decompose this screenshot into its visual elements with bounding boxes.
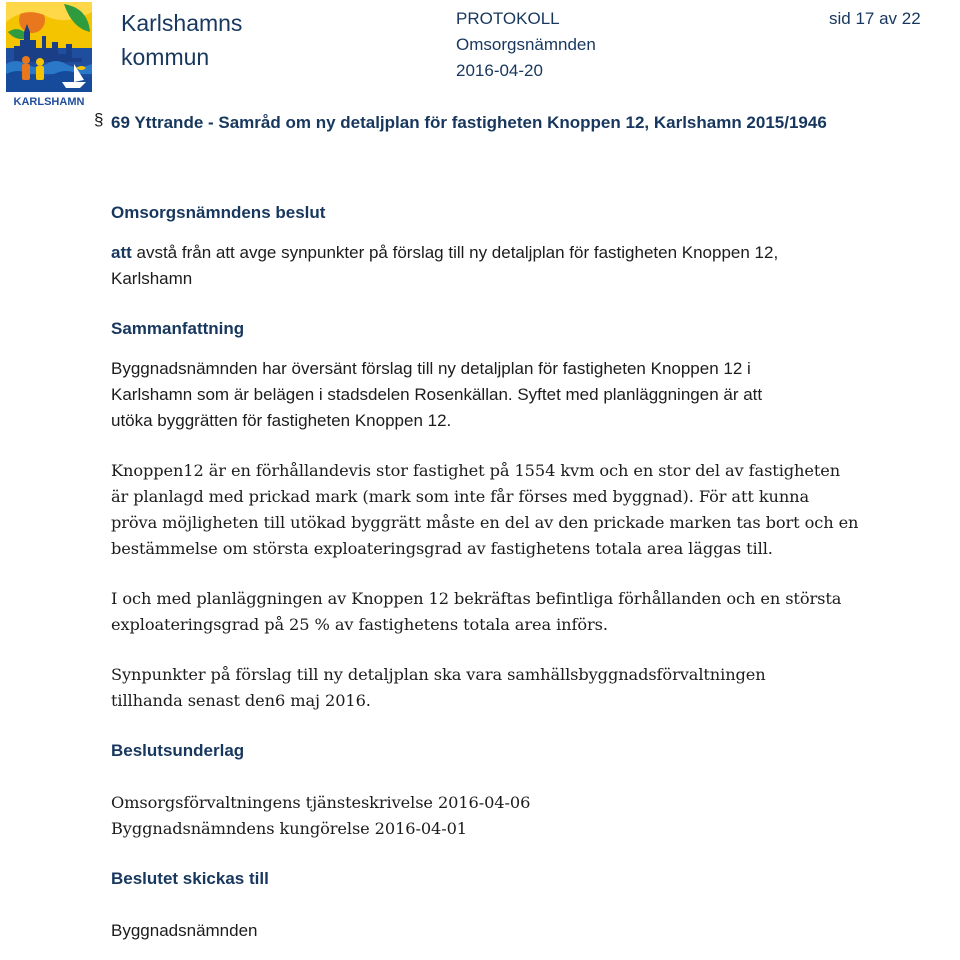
decision-heading: Omsorgsnämndens beslut xyxy=(111,203,326,222)
basis-item: Omsorgsförvaltningens tjänsteskrivelse 2016-04-06 xyxy=(111,793,531,812)
karlshamn-logo xyxy=(6,2,92,108)
basis-list xyxy=(111,790,957,842)
summary-paragraph-1 xyxy=(111,356,957,434)
organisation-line-2: kommun xyxy=(121,44,210,70)
summary-p3-line: exploateringsgrad på 25 % av fastighetens totala area införs. xyxy=(111,615,608,634)
basis-heading: Beslutsunderlag xyxy=(111,741,245,760)
document-body xyxy=(94,108,957,944)
summary-paragraph-3 xyxy=(111,586,957,638)
summary-heading: Sammanfattning xyxy=(111,319,245,338)
sent-to-list xyxy=(111,918,957,944)
item-title: 69 Yttrande - Samråd om ny detaljplan för fastigheten Knoppen 12, Karlshamn 2015/1946 xyxy=(111,113,827,132)
page-number: sid 17 av 22 xyxy=(829,9,921,28)
organisation-line-1: Karlshamns xyxy=(121,10,243,36)
organisation-name xyxy=(121,6,242,74)
logo-wordmark: KARLSHAMN xyxy=(13,96,85,108)
sent-to-item: Byggnadsnämnden xyxy=(111,921,258,940)
decision-text-line-2: Karlshamn xyxy=(111,269,193,288)
summary-paragraph-4 xyxy=(111,662,957,714)
committee-name: Omsorgsnämnden xyxy=(456,35,596,54)
protocol-info xyxy=(456,6,596,84)
summary-p2-line: bestämmelse om största exploateringsgrad av fastighetens totala area läggas till. xyxy=(111,539,773,558)
summary-p1-line: Byggnadsnämnden har översänt förslag till ny detaljplan för fastigheten Knoppen 12 i xyxy=(111,359,751,378)
document-type: PROTOKOLL xyxy=(456,9,560,28)
decision-text-line-1: avstå från att avge synpunkter på förslag till ny detaljplan för fastigheten Knoppen 12, xyxy=(131,243,779,262)
summary-p2-line: Knoppen12 är en förhållandevis stor fastighet på 1554 kvm och en stor del av fastigheten xyxy=(111,461,841,480)
summary-p3-line: I och med planläggningen av Knoppen 12 bekräftas befintliga förhållanden och en största xyxy=(111,589,842,608)
sent-to-heading: Beslutet skickas till xyxy=(111,869,269,888)
summary-p2-line: pröva möjligheten till utökad byggrätt måste en del av den prickade marken tas bort och en xyxy=(111,513,859,532)
decision-keyword: att xyxy=(111,243,132,262)
summary-p2-line: är planlagd med prickad mark (mark som inte får förses med byggnad). För att kunna xyxy=(111,487,810,506)
summary-p1-line: Karlshamn som är belägen i stadsdelen Rosenkällan. Syftet med planläggningen är att xyxy=(111,385,763,404)
item-title-row xyxy=(94,110,957,136)
meeting-date: 2016-04-20 xyxy=(456,61,543,80)
summary-paragraph-2 xyxy=(111,458,957,562)
decision-text xyxy=(111,240,957,292)
summary-p4-line: Synpunkter på förslag till ny detaljplan ska vara samhällsbyggnadsförvaltningen xyxy=(111,665,766,684)
summary-p4-line: tillhanda senast den6 maj 2016. xyxy=(111,691,371,710)
basis-item: Byggnadsnämndens kungörelse 2016-04-01 xyxy=(111,819,468,838)
summary-p1-line: utöka byggrätten för fastigheten Knoppen 12. xyxy=(111,411,452,430)
section-sign-icon: § xyxy=(94,110,104,129)
